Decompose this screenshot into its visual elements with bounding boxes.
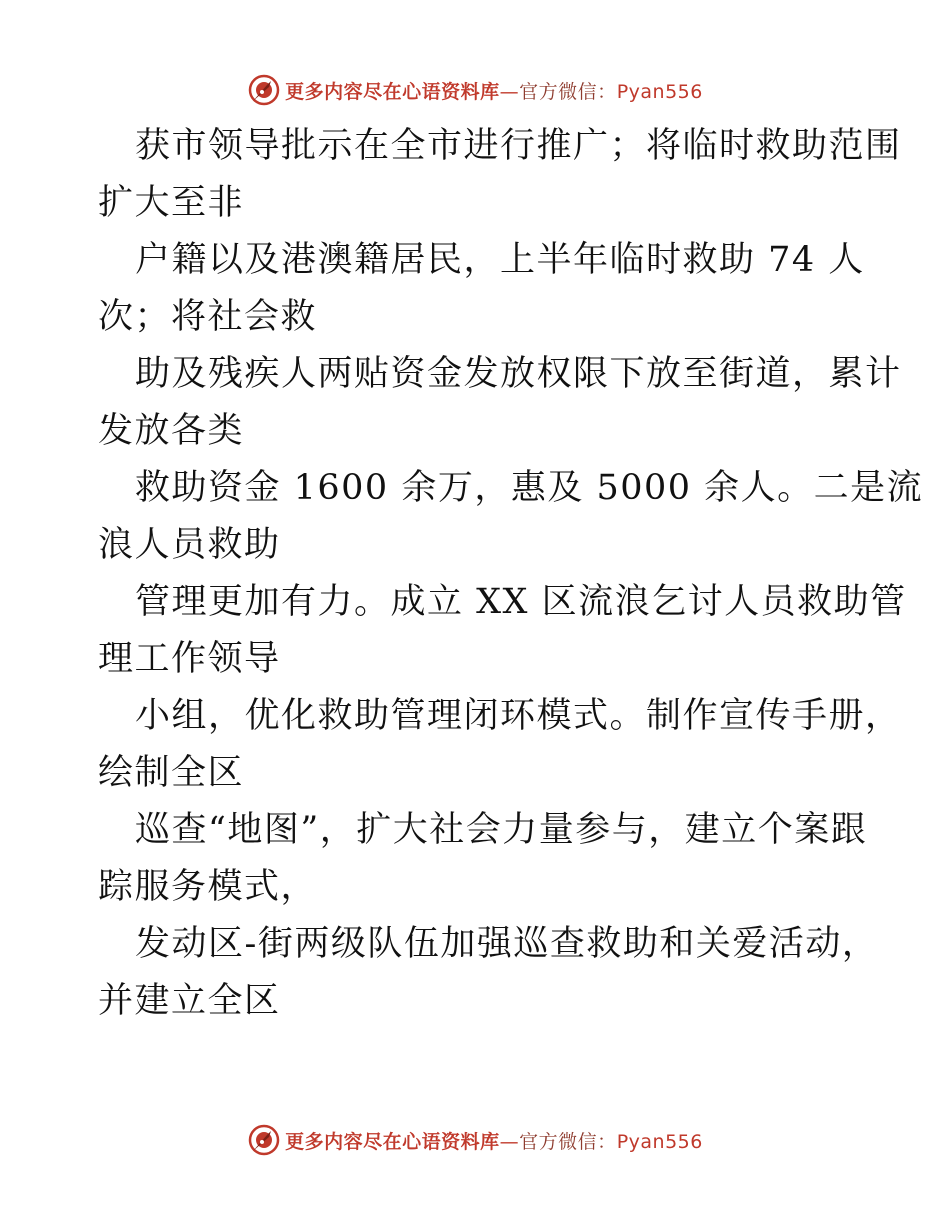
paragraph bbox=[98, 460, 924, 574]
watermark-wechat-id: Pyan556 bbox=[616, 1130, 703, 1153]
paragraph-line: 绘制全区 bbox=[98, 753, 245, 793]
paragraph-line: 小组，优化救助管理闭环模式。制作宣传手册， bbox=[135, 696, 902, 736]
watermark-wechat-id: Pyan556 bbox=[616, 80, 703, 103]
header-watermark bbox=[0, 70, 950, 110]
paragraph bbox=[98, 574, 907, 688]
paragraph-line: 户籍以及港澳籍居民，上半年临时救助 74 人 bbox=[135, 240, 865, 280]
document-body bbox=[98, 118, 924, 1030]
footer-watermark bbox=[0, 1120, 950, 1160]
watermark-text bbox=[285, 77, 703, 104]
watermark-separator: — bbox=[499, 1130, 520, 1153]
paragraph-line: 扩大至非 bbox=[98, 183, 245, 223]
paragraph-line: 踪服务模式， bbox=[98, 867, 318, 907]
paragraph bbox=[98, 346, 902, 460]
watermark-main: 更多内容尽在心语资料库 bbox=[285, 1130, 500, 1153]
paragraph-line: 助及残疾人两贴资金发放权限下放至街道，累计 bbox=[135, 354, 902, 394]
paragraph-line: 浪人员救助 bbox=[98, 525, 281, 565]
watermark-text bbox=[285, 1127, 703, 1154]
watermark-label: 官方微信： bbox=[519, 80, 617, 103]
paragraph-line: 获市领导批示在全市进行推广；将临时救助范围 bbox=[135, 126, 902, 166]
paragraph-line: 发放各类 bbox=[98, 411, 245, 451]
paragraph bbox=[98, 232, 878, 346]
paragraph-line: 管理更加有力。成立 XX 区流浪乞讨人员救助管 bbox=[135, 582, 907, 622]
paragraph-line: 巡查“地图”，扩大社会力量参与，建立个案跟 bbox=[135, 810, 868, 850]
watermark-main: 更多内容尽在心语资料库 bbox=[285, 80, 500, 103]
quill-logo-icon bbox=[247, 73, 281, 107]
paragraph-line: 理工作领导 bbox=[98, 639, 281, 679]
paragraph-line: 发动区-街两级队伍加强巡查救助和关爱活动， bbox=[135, 924, 879, 964]
paragraph-line: 并建立全区 bbox=[98, 981, 281, 1021]
paragraph bbox=[98, 802, 878, 916]
watermark-label: 官方微信： bbox=[519, 1130, 617, 1153]
watermark-separator: — bbox=[499, 80, 520, 103]
paragraph bbox=[98, 118, 902, 232]
paragraph-line: 救助资金 1600 余万，惠及 5000 余人。二是流 bbox=[135, 468, 924, 508]
quill-logo-icon bbox=[247, 1123, 281, 1157]
paragraph bbox=[98, 916, 878, 1030]
paragraph bbox=[98, 688, 902, 802]
paragraph-line: 次；将社会救 bbox=[98, 297, 318, 337]
